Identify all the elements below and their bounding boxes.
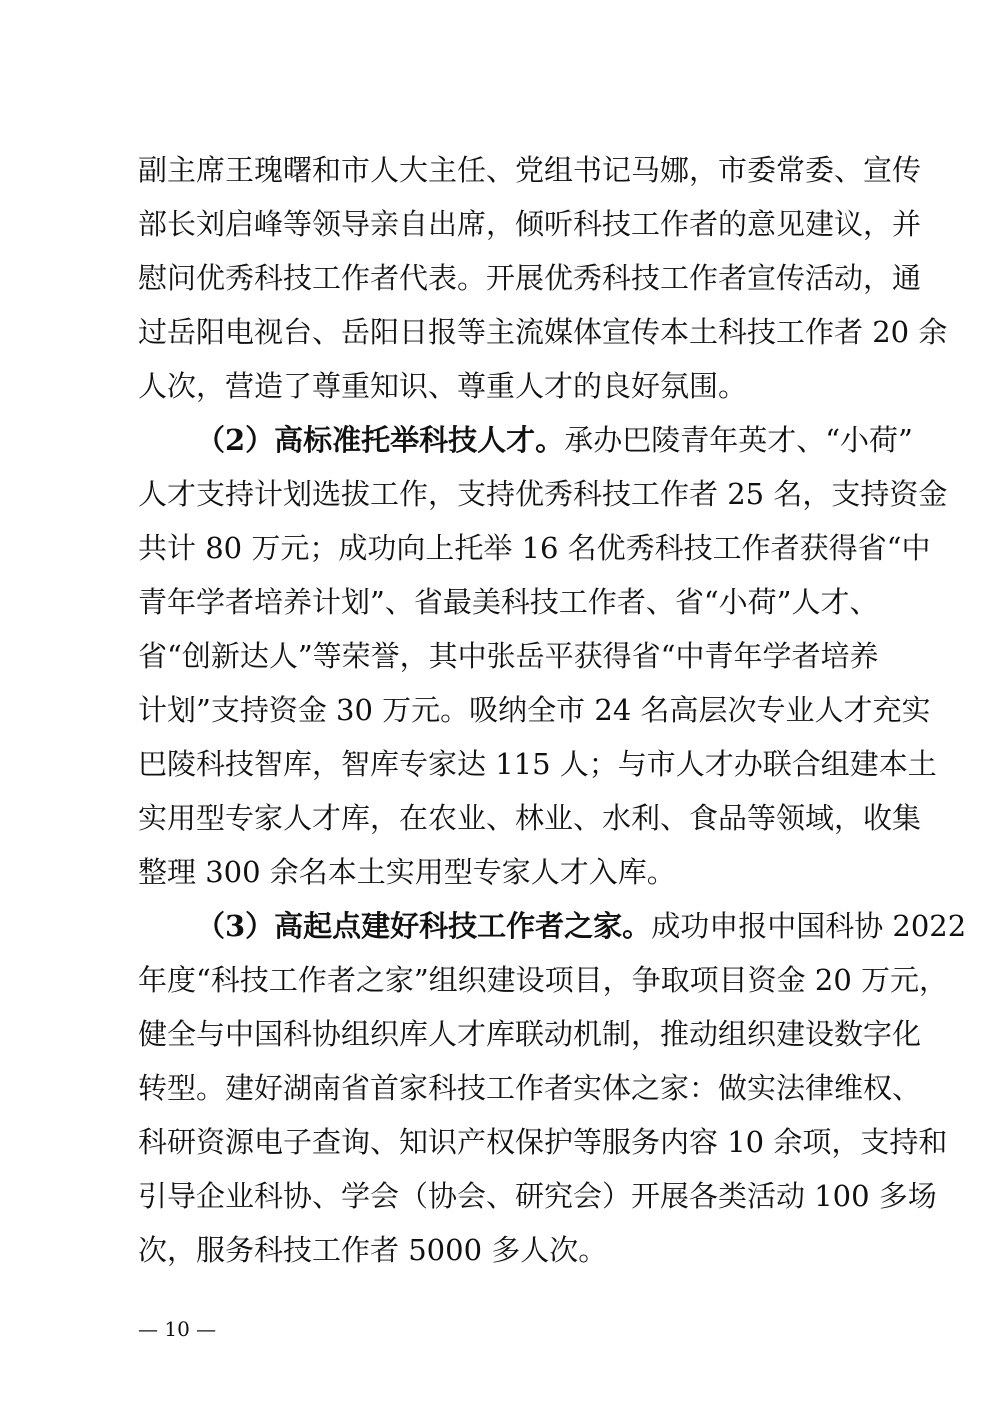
paragraph-2-line: 巴陵科技智库，智库专家达 115 人；与市人才办联合组建本土 bbox=[138, 747, 937, 781]
paragraph-3-line: 次，服务科技工作者 5000 多人次。 bbox=[138, 1233, 608, 1267]
paragraph-2-first-line-text: 承办巴陵青年英才、“小荷” bbox=[564, 423, 913, 457]
paragraph-1-line: 部长刘启峰等领导亲自出席，倾听科技工作者的意见建议，并 bbox=[138, 207, 922, 241]
paragraph-2-line: 省“创新达人”等荣誉，其中张岳平获得省“中青年学者培养 bbox=[138, 639, 879, 673]
paragraph-3-line: 年度“科技工作者之家”组织建设项目，争取项目资金 20 万元， bbox=[138, 963, 948, 997]
page-number: — 10 — bbox=[138, 1317, 217, 1341]
paragraph-1-line: 过岳阳电视台、岳阳日报等主流媒体宣传本土科技工作者 20 余 bbox=[138, 315, 948, 349]
paragraph-2-first-line bbox=[196, 420, 913, 460]
paragraph-3-line: 健全与中国科协组织库人才库联动机制，推动组织建设数字化 bbox=[138, 1017, 922, 1051]
paragraph-2-line: 计划”支持资金 30 万元。吸纳全市 24 名高层次专业人才充实 bbox=[138, 693, 931, 727]
paragraph-2-line: 人才支持计划选拔工作，支持优秀科技工作者 25 名，支持资金 bbox=[138, 477, 948, 511]
paragraph-2-line: 整理 300 余名本土实用型专家人才入库。 bbox=[138, 855, 676, 889]
paragraph-3-first-line bbox=[196, 906, 967, 946]
paragraph-3-first-line-text: 成功申报中国科协 2022 bbox=[651, 909, 967, 943]
paragraph-2-line: 青年学者培养计划”、省最美科技工作者、省“小荷”人才、 bbox=[138, 585, 879, 619]
paragraph-3-line: 引导企业科协、学会（协会、研究会）开展各类活动 100 多场 bbox=[138, 1179, 937, 1213]
paragraph-1-line: 副主席王瑰曙和市人大主任、党组书记马娜，市委常委、宣传 bbox=[138, 153, 922, 187]
paragraph-3-heading: （3）高起点建好科技工作者之家。 bbox=[196, 909, 652, 943]
paragraph-1-line: 慰问优秀科技工作者代表。开展优秀科技工作者宣传活动，通 bbox=[138, 261, 922, 295]
paragraph-2-line: 实用型专家人才库，在农业、林业、水利、食品等领域，收集 bbox=[138, 801, 922, 835]
paragraph-2-line: 共计 80 万元；成功向上托举 16 名优秀科技工作者获得省“中 bbox=[138, 531, 931, 565]
paragraph-3-line: 科研资源电子查询、知识产权保护等服务内容 10 余项，支持和 bbox=[138, 1125, 948, 1159]
paragraph-2-heading: （2）高标准托举科技人才。 bbox=[196, 423, 565, 457]
paragraph-3-line: 转型。建好湖南省首家科技工作者实体之家：做实法律维权、 bbox=[138, 1071, 922, 1105]
paragraph-1-line: 人次，营造了尊重知识、尊重人才的良好氛围。 bbox=[138, 369, 748, 403]
